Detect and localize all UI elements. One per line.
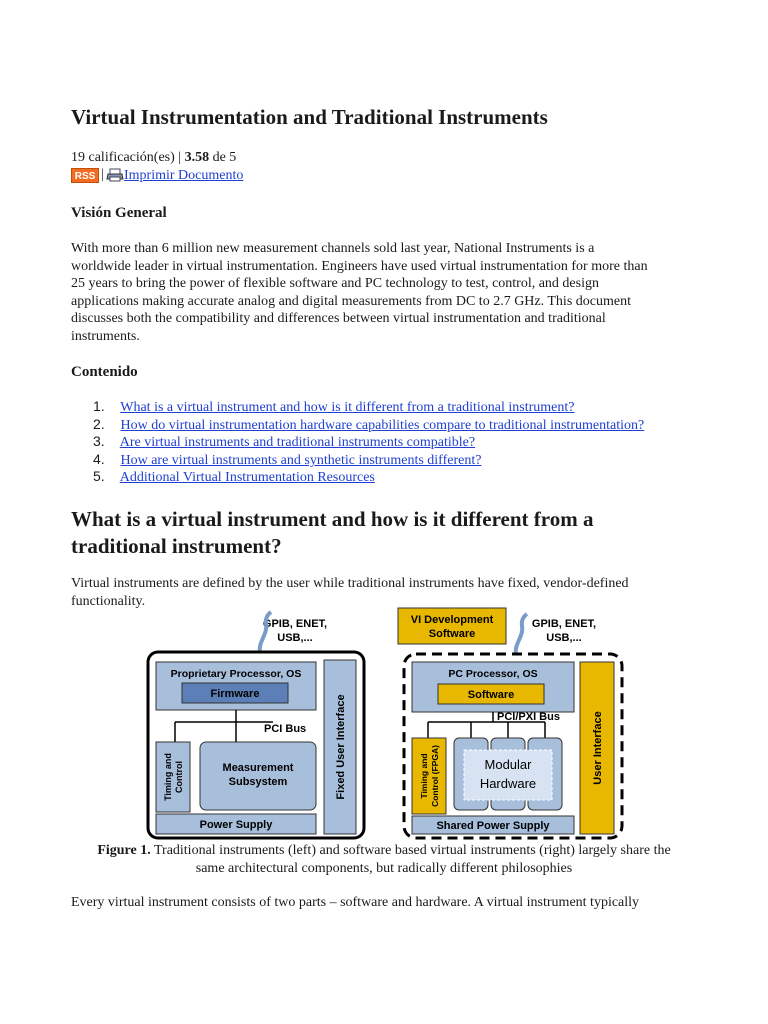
printer-icon[interactable] bbox=[106, 168, 124, 182]
right-processor-label: PC Processor, OS bbox=[448, 668, 538, 680]
toc-link-2[interactable]: How do virtual instrumentation hardware capabilities compare to traditional instrumentation? bbox=[120, 417, 645, 433]
fixed-ui-label: Fixed User Interface bbox=[335, 694, 347, 800]
toc-link-4[interactable]: How are virtual instruments and synthetic instruments different? bbox=[120, 452, 482, 468]
rating-line bbox=[71, 150, 236, 166]
list-number: 5. bbox=[93, 468, 105, 485]
shared-power-label: Shared Power Supply bbox=[436, 820, 550, 832]
left-power-label: Power Supply bbox=[199, 819, 273, 831]
caption-text-2: same architectural components, but radically different philosophies bbox=[195, 860, 573, 876]
toc-link-5[interactable]: Additional Virtual Instrumentation Resources bbox=[119, 470, 375, 486]
fpga-timing-box bbox=[412, 738, 446, 814]
right-io-cable bbox=[516, 614, 527, 654]
figure-caption bbox=[71, 842, 697, 877]
caption-label: Figure 1. bbox=[97, 843, 151, 858]
list-item bbox=[71, 416, 644, 434]
intro-line: Virtual instruments are defined by the user while traditional instruments have fixed, vendor-defined bbox=[71, 576, 629, 591]
modular-label-1: Modular bbox=[484, 757, 532, 772]
architecture-figure bbox=[140, 604, 630, 840]
list-number: 4. bbox=[93, 450, 105, 467]
ratings-count: 19 calificación(es) | bbox=[71, 150, 182, 165]
software-label: Software bbox=[467, 689, 515, 701]
overview-paragraph bbox=[71, 240, 707, 346]
page-title: Virtual Instrumentation and Traditional Instruments bbox=[71, 105, 548, 129]
overview-line: 25 years to bring the power of flexible software and PC technology to test, control, and design bbox=[71, 276, 599, 292]
left-timing-box bbox=[156, 742, 190, 812]
contents-heading: Contenido bbox=[71, 364, 138, 380]
virtual-instrument-diagram bbox=[398, 608, 622, 838]
left-io-label-2: USB,... bbox=[277, 632, 313, 644]
print-document-link[interactable]: Imprimir Documento bbox=[124, 168, 244, 183]
left-timing-label-1: Timing and bbox=[163, 753, 173, 801]
overview-heading: Visión General bbox=[71, 205, 167, 221]
left-timing-label-2: Control bbox=[174, 761, 184, 793]
overview-line: applications making accurate analog and digital measurements from DC to 2.7 GHz. This document bbox=[71, 293, 631, 309]
rss-icon[interactable]: RSS bbox=[71, 168, 99, 183]
overview-line: discusses both the compatibility and differences between virtual instrumentation and traditional bbox=[71, 311, 606, 327]
left-bus-label: PCI Bus bbox=[264, 723, 307, 735]
firmware-label: Firmware bbox=[210, 688, 260, 700]
body-line: Every virtual instrument consists of two parts – software and hardware. A virtual instrument typically bbox=[71, 895, 640, 910]
caption-text-1: Traditional instruments (left) and software based virtual instruments (right) largely share the bbox=[150, 843, 671, 858]
user-interface-label: User Interface bbox=[592, 711, 604, 785]
right-bus-label: PCI/PXI Bus bbox=[497, 711, 560, 723]
section-heading bbox=[71, 506, 711, 560]
overview-line: worldwide leader in virtual instrumentation. Engineers have used virtual instrumentation for more than bbox=[71, 258, 648, 274]
rating-suffix: de 5 bbox=[212, 150, 237, 165]
body-paragraph bbox=[71, 894, 707, 912]
fpga-timing-label-2: Control (FPGA) bbox=[430, 745, 440, 807]
left-processor-label: Proprietary Processor, OS bbox=[170, 668, 302, 680]
rating-value: 3.58 bbox=[184, 150, 210, 165]
list-item bbox=[71, 433, 644, 451]
toc-link-1[interactable]: What is a virtual instrument and how is it different from a traditional instrument? bbox=[120, 400, 575, 415]
right-io-label-1: GPIB, ENET, bbox=[531, 618, 597, 630]
overview-line: With more than 6 million new measurement channels sold last year, National Instruments is a bbox=[71, 241, 595, 256]
right-io-label-2: USB,... bbox=[546, 632, 582, 644]
list-number: 2. bbox=[93, 415, 105, 432]
list-item bbox=[71, 398, 644, 416]
vi-software-label-2: Software bbox=[428, 628, 476, 640]
contents-list bbox=[71, 398, 644, 486]
section-heading-line: What is a virtual instrument and how is it different from a bbox=[71, 507, 594, 531]
toc-link-3[interactable]: Are virtual instruments and traditional instruments compatible? bbox=[119, 435, 476, 451]
separator: | bbox=[101, 167, 104, 182]
list-item bbox=[71, 468, 644, 486]
traditional-instrument-diagram bbox=[148, 612, 364, 838]
modular-label-2: Hardware bbox=[479, 776, 537, 791]
list-item bbox=[71, 451, 644, 469]
measurement-label-2: Subsystem bbox=[228, 776, 288, 788]
fpga-timing-label-1: Timing and bbox=[419, 753, 429, 799]
overview-line: instruments. bbox=[71, 328, 140, 344]
measurement-label-1: Measurement bbox=[222, 762, 294, 774]
vi-software-label-1: VI Development bbox=[410, 614, 494, 626]
section-heading-line: traditional instrument? bbox=[71, 534, 282, 558]
intro-line: functionality. bbox=[71, 593, 146, 609]
list-number: 1. bbox=[93, 398, 105, 414]
left-io-label-1: GPIB, ENET, bbox=[262, 618, 328, 630]
list-number: 3. bbox=[93, 433, 105, 450]
